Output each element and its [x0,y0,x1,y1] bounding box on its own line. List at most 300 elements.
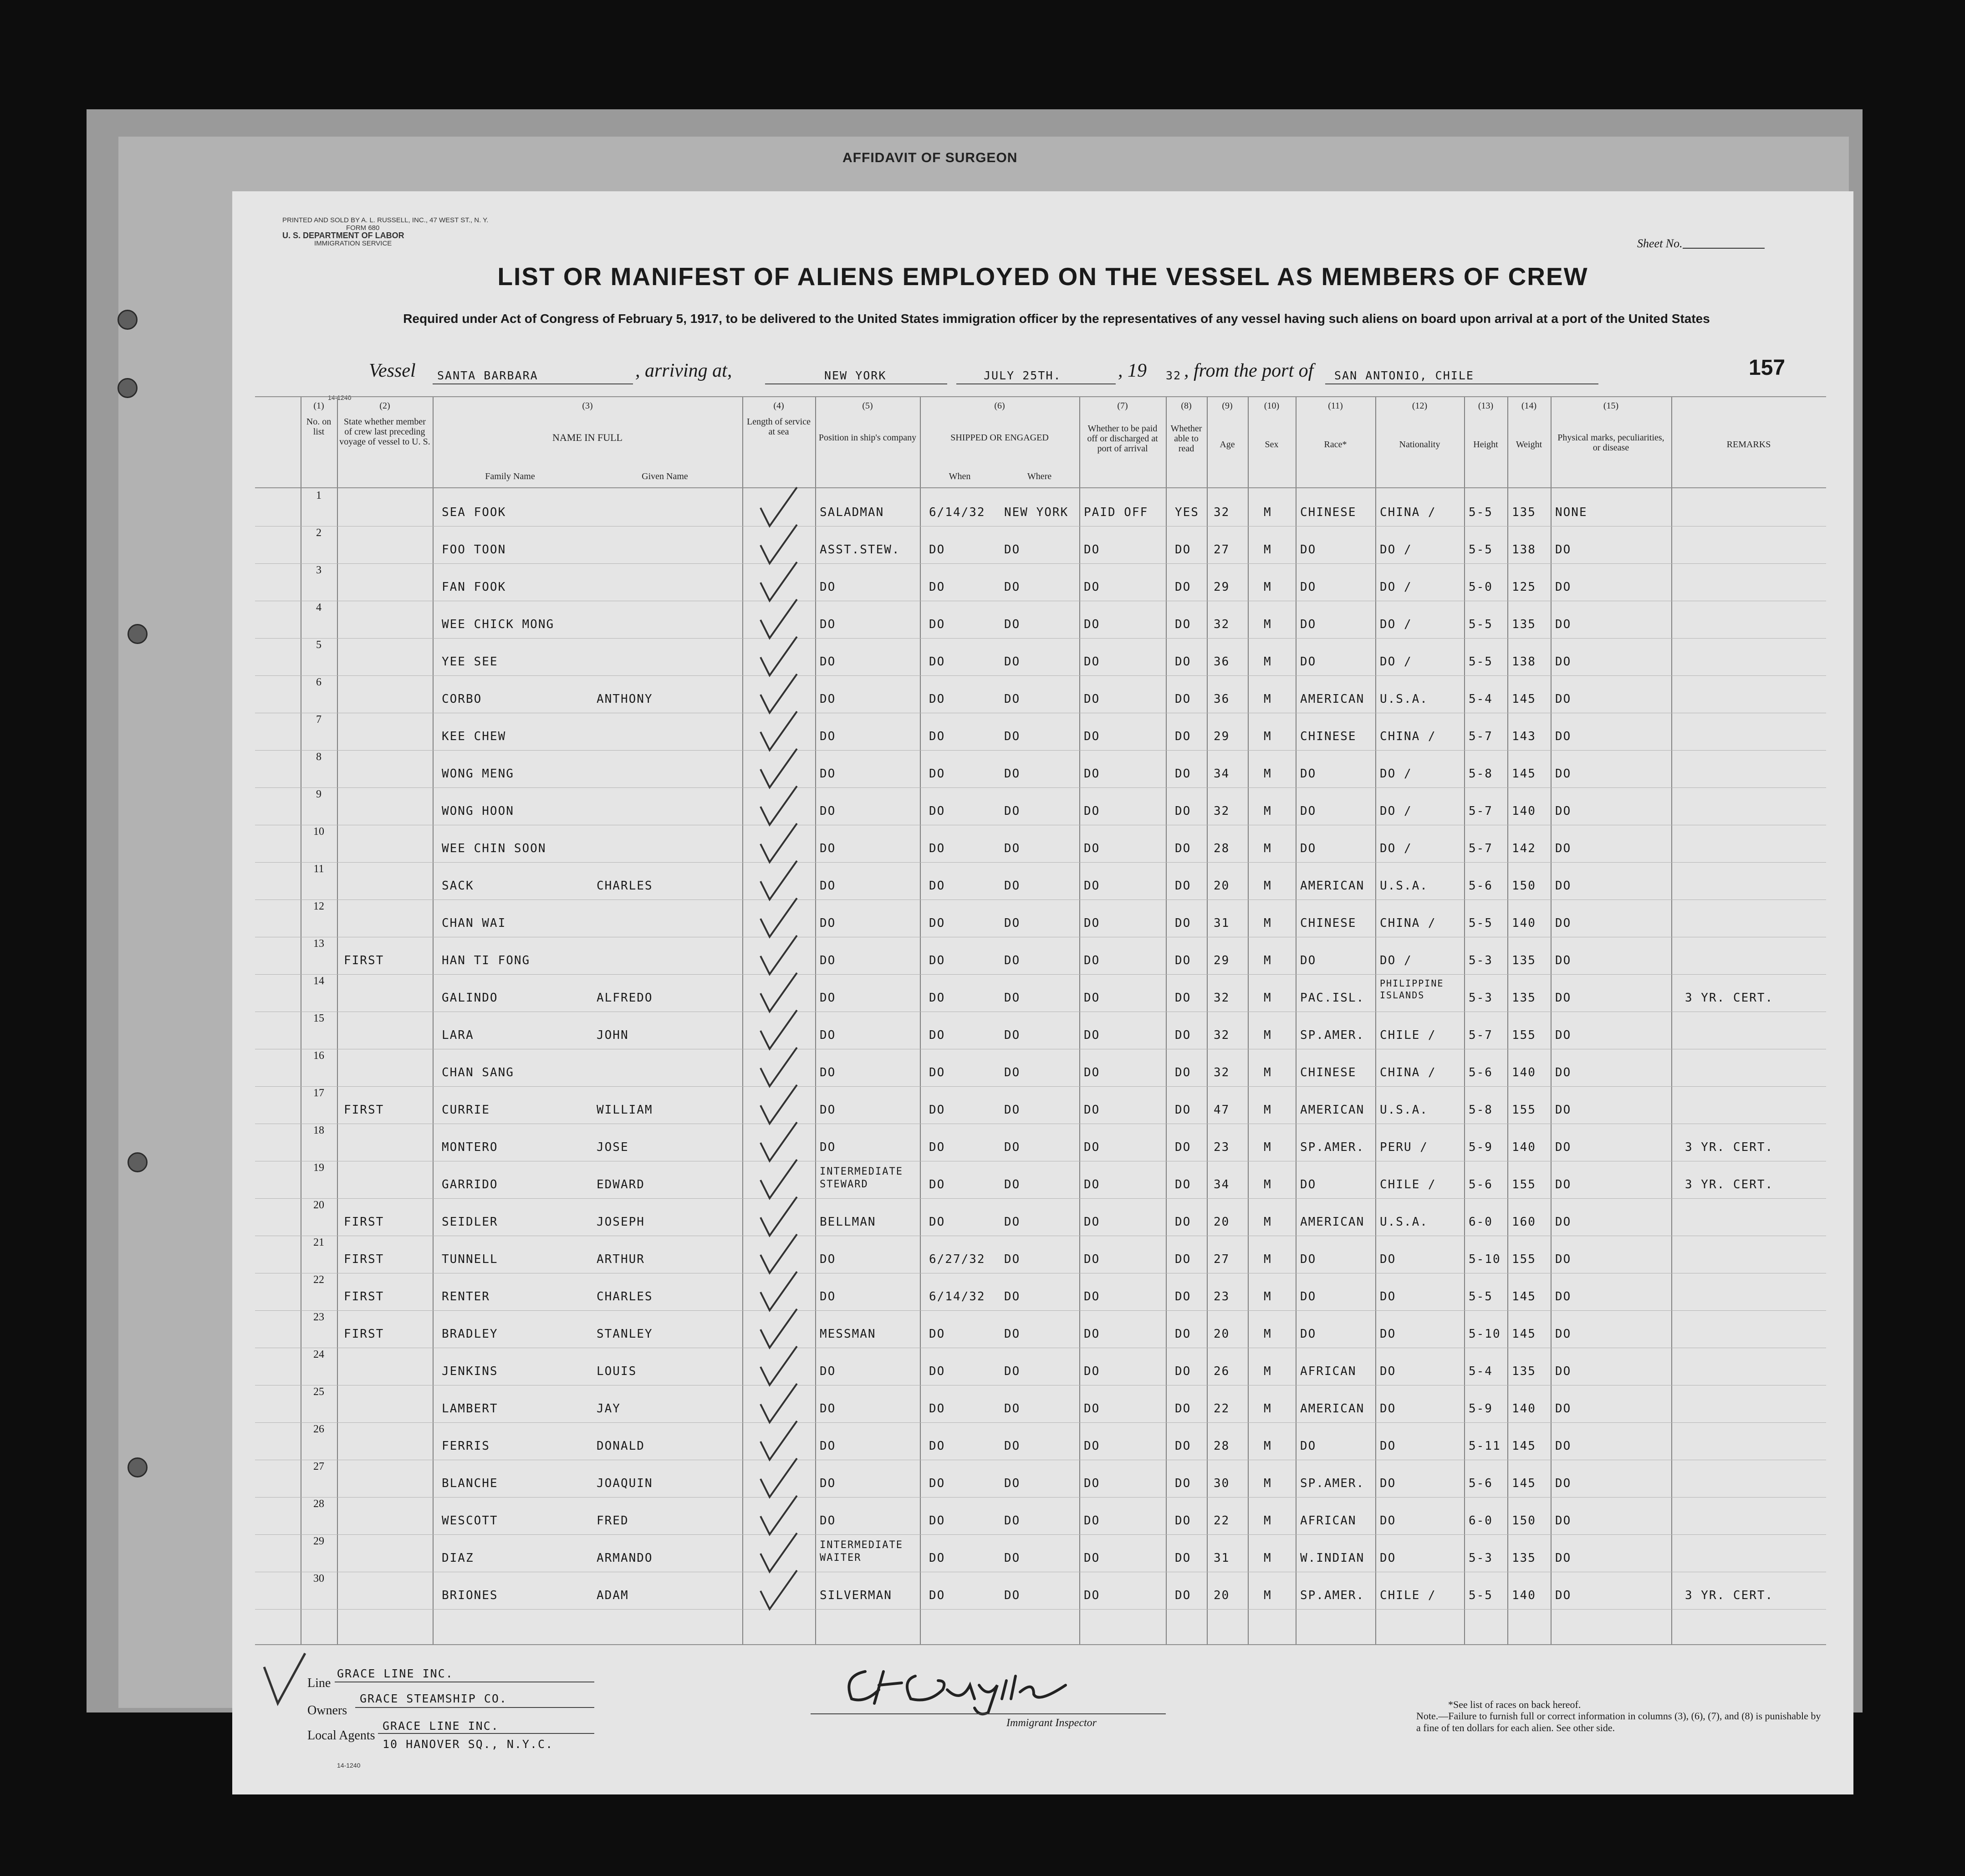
column-divider [433,396,434,1644]
cell-nationality: DO [1380,1365,1396,1378]
row-number: 2 [316,527,322,539]
cell-height: 5-5 [1469,655,1493,669]
cell-height: 5-8 [1469,1103,1493,1117]
cell-paid: DO [1084,916,1100,930]
cell-weight: 150 [1512,879,1536,893]
cell-position: DO [820,1365,836,1378]
cell-paid: DO [1084,1514,1100,1528]
page-subtitle: Required under Act of Congress of February 5, 1917, to be delivered to the United States immigration officer by the representatives of any vessel having such aliens on board upon arrival at a port of the United States [403,312,1710,326]
cell-read: DO [1175,916,1191,930]
cell-height: 5-0 [1469,580,1493,594]
cell-race: W.INDIAN [1300,1551,1365,1565]
form-code: 14-1240 [328,394,352,401]
cell-where: DO [1004,618,1021,631]
cell-nationality: PERU / [1380,1140,1428,1154]
cell-when: DO [929,954,945,967]
cell-nationality: DO / [1380,767,1412,781]
header-length-service: Length of service at sea [747,417,811,437]
vessel-label: Vessel [369,360,416,381]
header-weight: Weight [1516,440,1542,450]
cell-nationality: U.S.A. [1380,879,1428,893]
cell-physical: DO [1555,1365,1572,1378]
header-able-read: Whether able to read [1170,424,1202,454]
cell-nationality: DO [1380,1439,1396,1453]
column-divider [1671,396,1672,1644]
row-rule [255,638,1826,639]
cell-weight: 135 [1512,991,1536,1005]
binder-hole [128,1152,148,1172]
cell-where: DO [1004,1066,1021,1079]
cell-prev: FIRST [344,1290,384,1303]
cell-where: DO [1004,692,1021,706]
from-port: SAN ANTONIO, CHILE [1334,369,1474,382]
cell-prev: FIRST [344,1103,384,1117]
cell-read: DO [1175,1514,1191,1528]
cell-race: DO [1300,1290,1317,1303]
cell-sex: M [1264,991,1272,1005]
cell-nationality: DO [1380,1551,1396,1565]
cell-family: CHAN WAI [442,916,506,930]
col-number: (8) [1181,401,1192,411]
cell-weight: 140 [1512,1402,1536,1416]
cell-family: SEIDLER [442,1215,498,1229]
cell-sex: M [1264,767,1272,781]
cell-position: DO [820,916,836,930]
cell-age: 34 [1214,767,1230,781]
cell-race: SP.AMER. [1300,1140,1365,1154]
cell-where: DO [1004,804,1021,818]
cell-age: 29 [1214,730,1230,743]
cell-nationality: U.S.A. [1380,692,1428,706]
cell-weight: 138 [1512,543,1536,557]
arriving-port: NEW YORK [824,369,887,382]
cell-nationality: CHILE / [1380,1178,1436,1191]
col-number: (15) [1603,401,1619,411]
header-family-name: Family Name [485,471,535,481]
manifest-footer [232,1649,1853,1794]
row-number: 7 [316,714,322,726]
cell-family: JENKINS [442,1365,498,1378]
cell-race: SP.AMER. [1300,1477,1365,1490]
cell-family: WEE CHICK MONG [442,618,555,631]
cell-position: DO [820,804,836,818]
cell-race: DO [1300,1252,1317,1266]
cell-race: DO [1300,580,1317,594]
cell-read: DO [1175,767,1191,781]
from-port-line [1325,383,1598,384]
cell-age: 47 [1214,1103,1230,1117]
column-divider [337,396,338,1644]
cell-position: DO [820,1028,836,1042]
cell-sex: M [1264,543,1272,557]
cell-weight: 140 [1512,916,1536,930]
cell-remarks: 3 YR. CERT. [1685,1140,1774,1154]
cell-family: CORBO [442,692,482,706]
cell-read: DO [1175,1439,1191,1453]
cell-physical: NONE [1555,506,1587,519]
cell-physical: DO [1555,954,1572,967]
cell-family: MONTERO [442,1140,498,1154]
cell-read: DO [1175,991,1191,1005]
cell-height: 5-9 [1469,1402,1493,1416]
cell-given: JOHN [597,1028,629,1042]
cell-family: TUNNELL [442,1252,498,1266]
cell-position: DO [820,1514,836,1528]
cell-where: DO [1004,767,1021,781]
cell-height: 5-4 [1469,1365,1493,1378]
col-number: (7) [1117,401,1128,411]
printer-info [282,216,488,247]
cell-position: DO [820,1402,836,1416]
cell-when: DO [929,991,945,1005]
cell-where: DO [1004,1028,1021,1042]
col-number: (11) [1328,401,1343,411]
cell-physical: DO [1555,1103,1572,1117]
cell-height: 6-0 [1469,1215,1493,1229]
cell-where: DO [1004,916,1021,930]
service-name: IMMIGRATION SERVICE [314,240,392,247]
cell-given: CHARLES [597,1290,653,1303]
header-race: Race* [1324,440,1347,450]
cell-where: DO [1004,879,1021,893]
cell-position: DO [820,618,836,631]
cell-age: 29 [1214,580,1230,594]
header-position: Position in ship's company [818,433,917,443]
cell-position: DO [820,1252,836,1266]
cell-physical: DO [1555,655,1572,669]
col-number: (3) [582,401,593,411]
cell-height: 5-7 [1469,730,1493,743]
cell-family: LAMBERT [442,1402,498,1416]
cell-when: DO [929,1551,945,1565]
line-label: Line [307,1676,331,1690]
row-rule [255,1497,1826,1498]
cell-race: PAC.ISL. [1300,991,1365,1005]
cell-given: ADAM [597,1589,629,1602]
arrival-date-line [956,383,1116,384]
cell-height: 5-8 [1469,767,1493,781]
cell-physical: DO [1555,618,1572,631]
cell-where: DO [1004,1178,1021,1191]
cell-age: 32 [1214,804,1230,818]
cell-nationality: DO [1380,1327,1396,1341]
cell-paid: DO [1084,991,1100,1005]
cell-nationality: DO / [1380,543,1412,557]
cell-age: 28 [1214,842,1230,855]
cell-when: 6/27/32 [929,1252,985,1266]
cell-age: 23 [1214,1290,1230,1303]
cell-height: 5-3 [1469,1551,1493,1565]
cell-race: AMERICAN [1300,692,1365,706]
cell-sex: M [1264,1551,1272,1565]
cell-when: DO [929,1103,945,1117]
year-prefix: , 19 [1118,360,1147,381]
cell-read: DO [1175,580,1191,594]
binder-hole [128,624,148,644]
cell-paid: DO [1084,1589,1100,1602]
cell-nationality: DO [1380,1402,1396,1416]
cell-physical: DO [1555,1327,1572,1341]
cell-height: 5-10 [1469,1252,1501,1266]
cell-where: DO [1004,991,1021,1005]
cell-prev: FIRST [344,1252,384,1266]
header-bottom-border [255,487,1826,488]
cell-age: 23 [1214,1140,1230,1154]
cell-sex: M [1264,842,1272,855]
owners-label: Owners [307,1703,347,1718]
cell-sex: M [1264,1477,1272,1490]
cell-weight: 150 [1512,1514,1536,1528]
cell-when: DO [929,1477,945,1490]
cell-where: DO [1004,1215,1021,1229]
cell-when: DO [929,1514,945,1528]
cell-race: CHINESE [1300,730,1357,743]
cell-physical: DO [1555,991,1572,1005]
cell-race: CHINESE [1300,506,1357,519]
cell-nationality: CHINA / [1380,1066,1436,1079]
cell-physical: DO [1555,1290,1572,1303]
cell-where: DO [1004,954,1021,967]
cell-family: WONG HOON [442,804,514,818]
col-number: (14) [1521,401,1537,411]
col-number: (12) [1412,401,1428,411]
cell-position: BELLMAN [820,1215,876,1229]
cell-paid: DO [1084,1103,1100,1117]
cell-physical: DO [1555,580,1572,594]
manifest-page [232,191,1853,1794]
cell-when: DO [929,580,945,594]
cell-physical: DO [1555,1215,1572,1229]
cell-weight: 135 [1512,1365,1536,1378]
cell-given: STANLEY [597,1327,653,1341]
cell-sex: M [1264,879,1272,893]
sheet-no-field [1683,248,1765,249]
cell-sex: M [1264,1589,1272,1602]
cell-read: DO [1175,1290,1191,1303]
cell-race: AMERICAN [1300,1103,1365,1117]
cell-where: DO [1004,1365,1021,1378]
cell-age: 31 [1214,916,1230,930]
cell-weight: 135 [1512,618,1536,631]
col-number: (9) [1222,401,1233,411]
cell-sex: M [1264,954,1272,967]
sheet-no-label: Sheet No. [1637,237,1683,250]
cell-family: BLANCHE [442,1477,498,1490]
cell-paid: DO [1084,1252,1100,1266]
cell-weight: 140 [1512,1589,1536,1602]
cell-when: DO [929,1439,945,1453]
row-rule [255,1534,1826,1535]
cell-physical: DO [1555,842,1572,855]
cell-race: DO [1300,767,1317,781]
cell-when: DO [929,879,945,893]
cell-nationality: CHINA / [1380,730,1436,743]
row-number: 4 [316,602,322,613]
cell-race: SP.AMER. [1300,1028,1365,1042]
cell-when: DO [929,804,945,818]
footer-form-code: 14-1240 [337,1762,361,1769]
cell-prev: FIRST [344,1215,384,1229]
cell-paid: DO [1084,842,1100,855]
cell-sex: M [1264,916,1272,930]
row-number: 9 [316,788,322,800]
cell-family: KEE CHEW [442,730,506,743]
column-divider [1248,396,1249,1644]
cell-race: DO [1300,618,1317,631]
cell-physical: DO [1555,1252,1572,1266]
row-number: 20 [313,1199,324,1211]
cell-read: DO [1175,1551,1191,1565]
cell-age: 32 [1214,1066,1230,1079]
cell-where: DO [1004,580,1021,594]
cell-age: 22 [1214,1514,1230,1528]
table-top-border [255,396,1826,397]
cell-weight: 145 [1512,1290,1536,1303]
cell-family: FERRIS [442,1439,490,1453]
cell-physical: DO [1555,1028,1572,1042]
cell-when: DO [929,618,945,631]
cell-nationality: DO / [1380,804,1412,818]
cell-physical: DO [1555,804,1572,818]
cell-read: DO [1175,1103,1191,1117]
cell-position: DO [820,655,836,669]
cell-where: DO [1004,1551,1021,1565]
row-number: 26 [313,1423,324,1435]
cell-sex: M [1264,1327,1272,1341]
row-number: 12 [313,900,324,912]
header-physical: Physical marks, peculiarities, or disease [1557,433,1664,453]
column-divider [1507,396,1508,1644]
cell-where: DO [1004,1140,1021,1154]
cell-height: 5-5 [1469,543,1493,557]
cell-nationality: DO / [1380,655,1412,669]
row-number: 21 [313,1237,324,1248]
col-number: (5) [862,401,873,411]
cell-given: ALFREDO [597,991,653,1005]
cell-family: GALINDO [442,991,498,1005]
year-suffix: 32 [1166,369,1182,382]
vessel-line [369,360,1826,387]
cell-when: DO [929,1327,945,1341]
cell-age: 27 [1214,543,1230,557]
cell-given: JOAQUIN [597,1477,653,1490]
cell-position: MESSMAN [820,1327,876,1341]
cell-weight: 155 [1512,1178,1536,1191]
cell-nationality: CHINA / [1380,916,1436,930]
cell-given: FRED [597,1514,629,1528]
header-nationality: Nationality [1399,440,1440,450]
cell-sex: M [1264,1028,1272,1042]
cell-physical: DO [1555,730,1572,743]
cell-read: DO [1175,1402,1191,1416]
cell-race: DO [1300,1439,1317,1453]
cell-sex: M [1264,804,1272,818]
cell-paid: DO [1084,580,1100,594]
cell-age: 29 [1214,954,1230,967]
cell-when: DO [929,842,945,855]
cell-position: SALADMAN [820,506,884,519]
cell-where: DO [1004,1252,1021,1266]
cell-given: LOUIS [597,1365,637,1378]
cell-when: DO [929,1215,945,1229]
cell-nationality: U.S.A. [1380,1103,1428,1117]
binder-hole [128,1457,148,1477]
line-value: GRACE LINE INC. [337,1667,454,1680]
local-agents-address: 10 HANOVER SQ., N.Y.C. [383,1738,554,1751]
cell-nationality: DO / [1380,954,1412,967]
cell-where: DO [1004,1327,1021,1341]
column-divider [920,396,921,1644]
cell-paid: DO [1084,618,1100,631]
table-bottom-border [255,1644,1826,1645]
cell-age: 20 [1214,1215,1230,1229]
cell-family: DIAZ [442,1551,474,1565]
cell-race: AFRICAN [1300,1365,1357,1378]
cell-paid: DO [1084,1178,1100,1191]
cell-sex: M [1264,506,1272,519]
cell-position: DO [820,991,836,1005]
cell-given: DONALD [597,1439,645,1453]
cell-weight: 145 [1512,1439,1536,1453]
row-rule [255,974,1826,975]
row-rule [255,563,1826,564]
cell-paid: DO [1084,1066,1100,1079]
row-rule [255,1310,1826,1311]
service-checkmark-icon [758,1568,799,1614]
header-when: When [949,471,971,481]
cell-where: NEW YORK [1004,506,1069,519]
cell-age: 26 [1214,1365,1230,1378]
cell-weight: 145 [1512,692,1536,706]
cell-position: DO [820,1477,836,1490]
cell-weight: 145 [1512,1477,1536,1490]
row-number: 10 [313,826,324,838]
cell-sex: M [1264,1514,1272,1528]
cell-when: DO [929,1178,945,1191]
col-number: (4) [773,401,784,411]
cell-height: 5-3 [1469,991,1493,1005]
binder-hole [117,310,138,330]
cell-nationality: CHINA / [1380,506,1436,519]
cell-sex: M [1264,1252,1272,1266]
cell-nationality: DO [1380,1252,1396,1266]
crew-manifest-table [255,396,1826,1644]
cell-race: DO [1300,842,1317,855]
cell-position: INTERMEDIATE STEWARD [820,1166,903,1190]
cell-position: DO [820,580,836,594]
column-divider [1551,396,1552,1644]
column-divider [1207,396,1208,1644]
cell-position: INTERMEDIATE WAITER [820,1539,903,1564]
cell-physical: DO [1555,1477,1572,1490]
cell-when: 6/14/32 [929,1290,985,1303]
cell-weight: 155 [1512,1028,1536,1042]
cell-nationality: DO / [1380,580,1412,594]
cell-read: DO [1175,1327,1191,1341]
cell-height: 5-3 [1469,954,1493,967]
row-number: 11 [313,863,324,875]
cell-read: DO [1175,730,1191,743]
cell-paid: DO [1084,1402,1100,1416]
cell-age: 32 [1214,1028,1230,1042]
cell-family: WEE CHIN SOON [442,842,546,855]
cell-weight: 145 [1512,767,1536,781]
cell-read: DO [1175,1589,1191,1602]
row-rule [255,1198,1826,1199]
cell-read: DO [1175,655,1191,669]
cell-sex: M [1264,655,1272,669]
cell-family: CURRIE [442,1103,490,1117]
